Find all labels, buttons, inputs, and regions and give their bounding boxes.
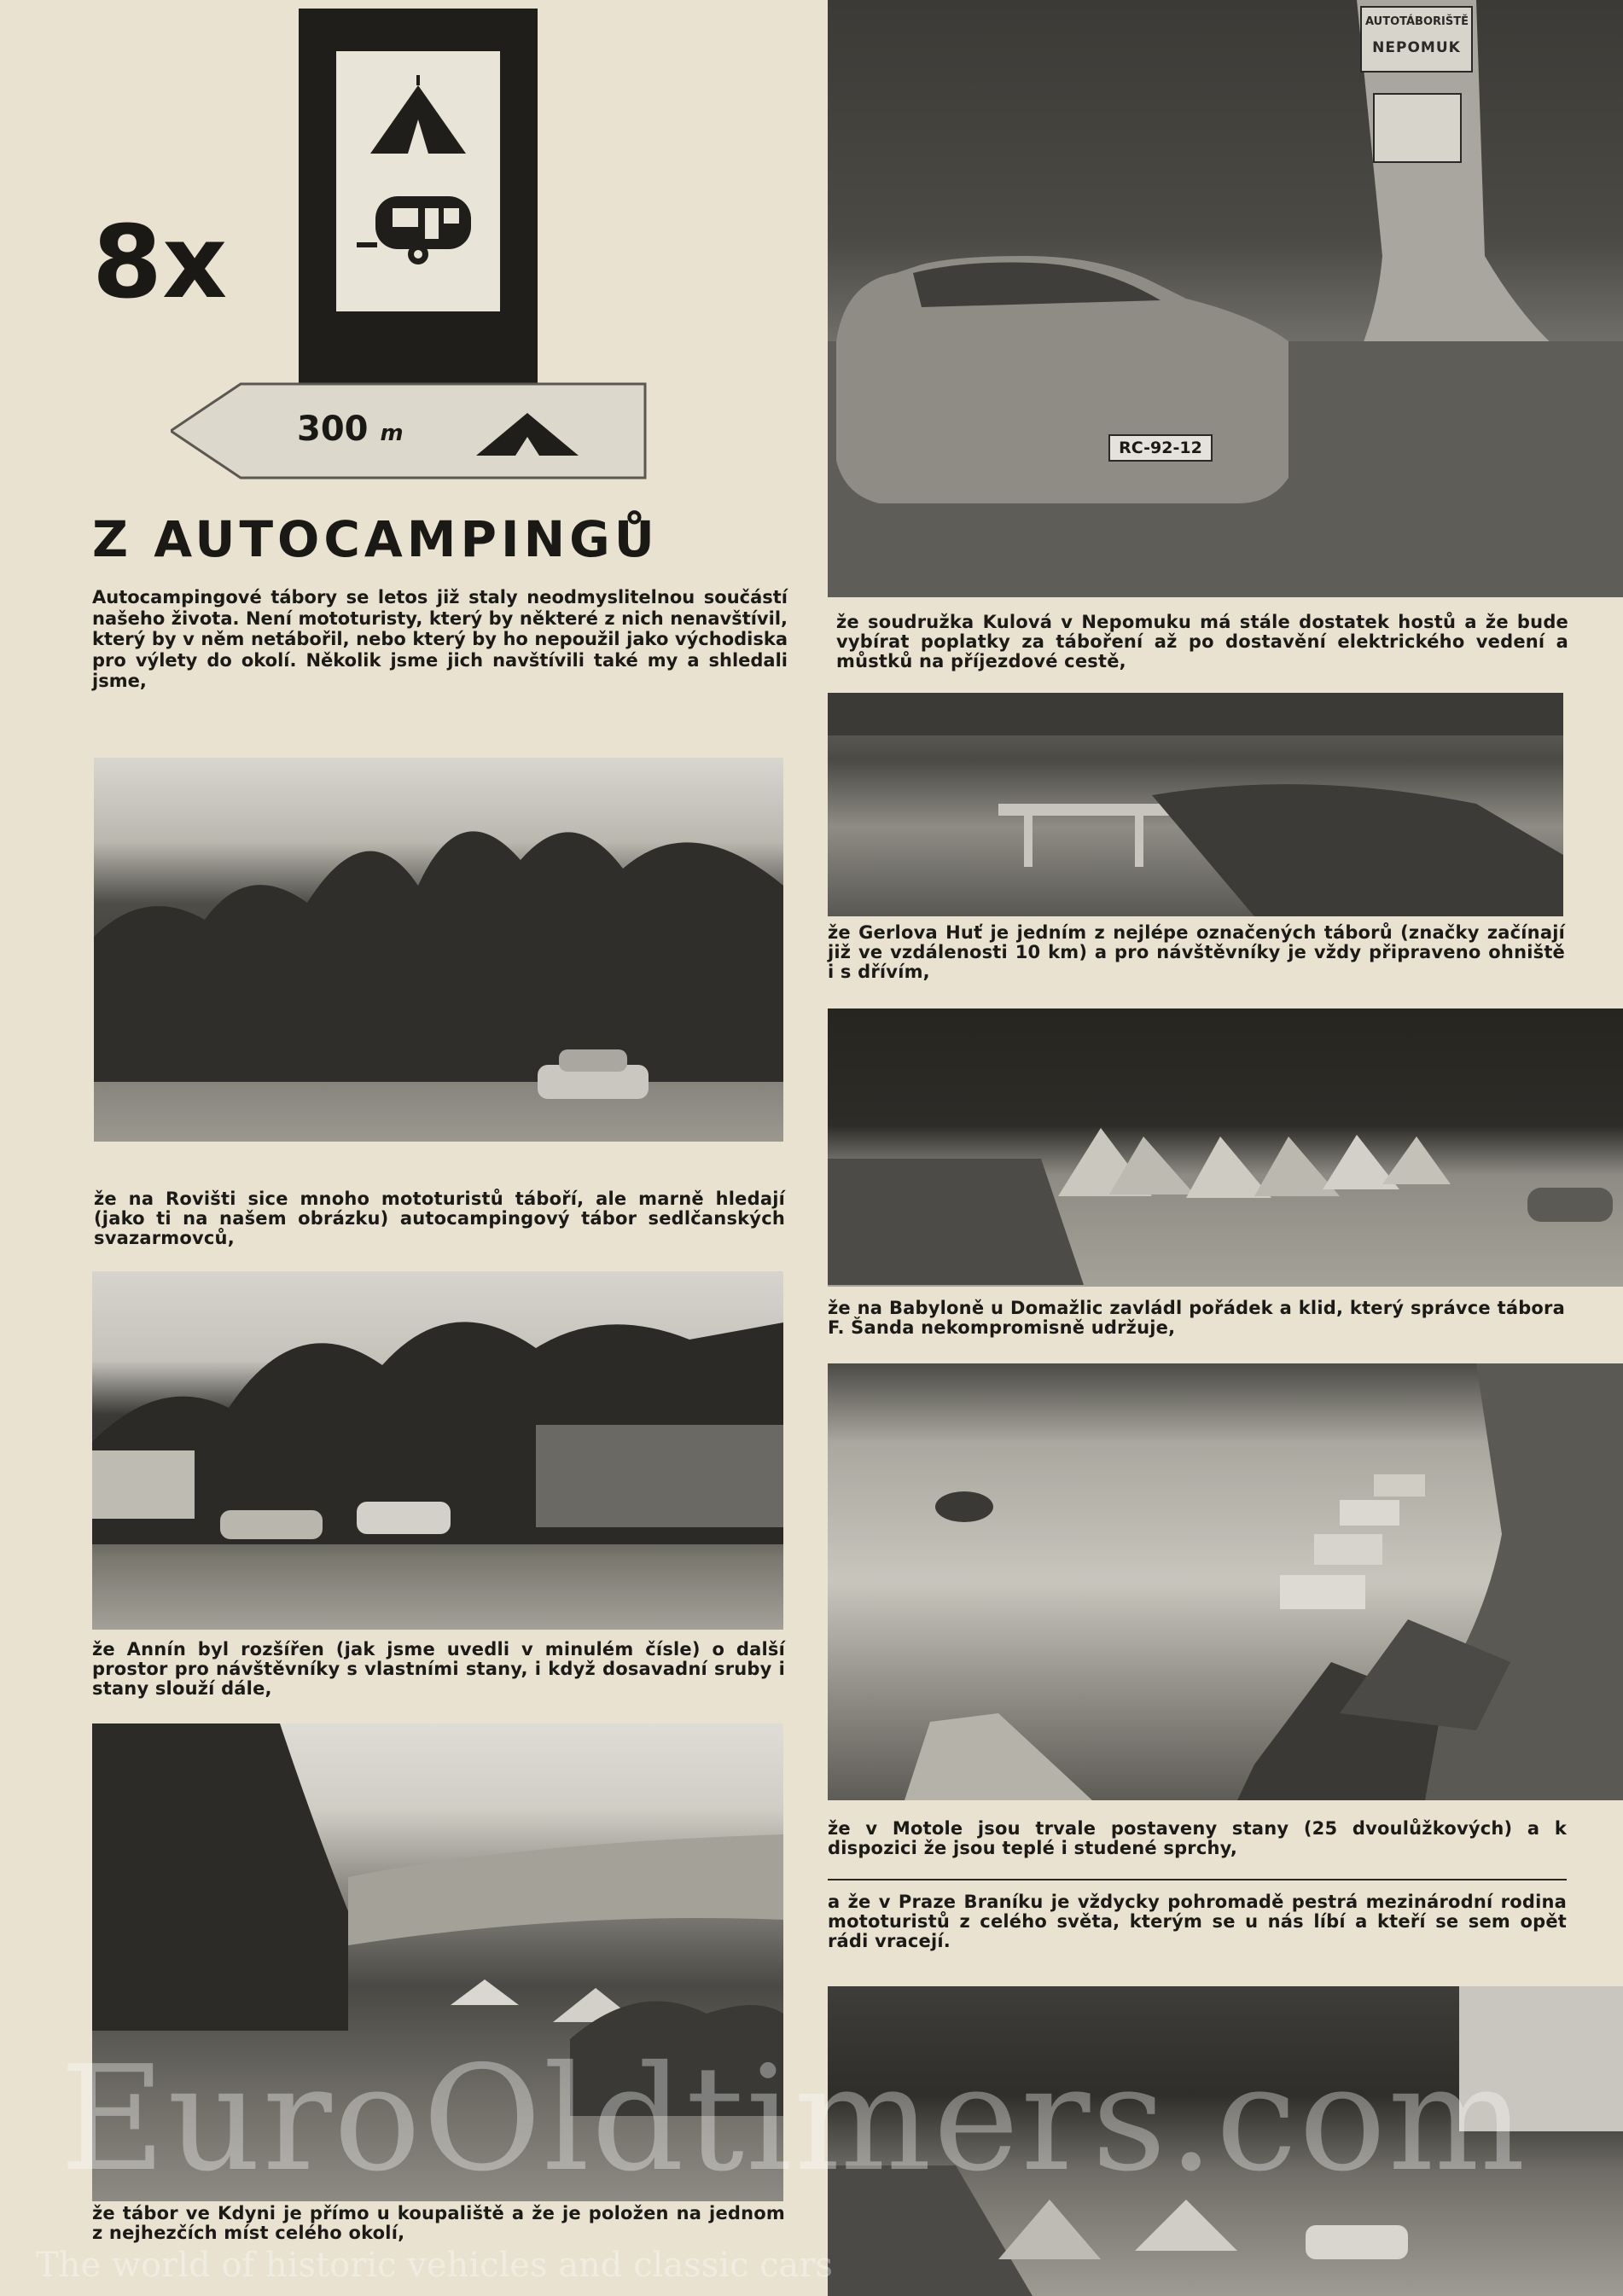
caption-gerlova: že Gerlova Huť je jedním z nejlépe označených táborů (značky začínají již ve vzdálenosti 10 km) a pro návštěvníky je vždy připraveno ohniště i s dřívím, [828, 922, 1565, 982]
intro-paragraph: Autocampingové tábory se letos již staly neodmyslitelnou součástí našeho života. Není mototuristy, který by některé z nich nenavštívil, který by v něm netábořil, nebo který by ho nepoužil jako východiska pro výlety do okolí. Několik jsme jich navštívili také my a shledali jsme, [92, 587, 788, 691]
photo-nepomuk [828, 0, 1623, 597]
caption-nepomuk: že soudružka Kulová v Nepomuku má stále dostatek hostů a že bude vybírat poplatky za táboření až po dostavění elektrického vedení a můstků na příjezdové cestě, [836, 612, 1568, 671]
sign-distance [297, 410, 404, 449]
car-and-tree-illustration [828, 0, 1623, 597]
page-title: Z AUTOCAMPINGŮ [92, 510, 659, 568]
field-tents-illustration [828, 1363, 1623, 1800]
nepomuk-sign-line1: AUTOTÁBORIŠTĚ [1365, 15, 1469, 28]
sign-panel [336, 51, 500, 311]
photo-gerlova [828, 693, 1563, 916]
caption-annin: že Annín byl rozšířen (jak jsme uvedli v minulém čísle) o další prostor pro návštěvníky s vlastními stany, i když dosavadní sruby i stany slouží dále, [92, 1639, 785, 1699]
watermark-tagline: The world of historic vehicles and classic cars [36, 2246, 834, 2285]
photo-rovisti [94, 758, 783, 1142]
tents-illustration [828, 1008, 1623, 1287]
caption-rovisti: že na Rovišti sice mnoho mototuristů táboří, ale marně hledají (jako ti na našem obrázku) autocampingový tábor sedlčanských svazarmovců, [94, 1189, 785, 1248]
license-plate: RC-92-12 [1119, 439, 1202, 457]
tent-icon [336, 68, 500, 171]
trees-illustration [94, 758, 783, 1142]
cabins-illustration [92, 1271, 783, 1630]
sign-distance-unit: m [380, 421, 404, 446]
direction-arrow-sign [171, 382, 647, 480]
caption-branik: a že v Praze Braníku je vždycky pohromadě pestrá mezinárodní rodina mototuristů z celého světa, kterým se u nás líbí a kteří se sem opět rádi vracejí. [828, 1892, 1567, 1951]
caravan-icon [336, 179, 500, 282]
caption-babylon: že na Babyloně u Domažlic zavládl pořádek a klid, který správce tábora F. Šanda nekompromisně udržuje, [828, 1298, 1565, 1338]
section-divider [828, 1879, 1567, 1880]
nepomuk-sign-line2: NEPOMUK [1372, 39, 1461, 56]
photo-motol [828, 1363, 1623, 1800]
sign-distance-value: 300 [297, 410, 369, 449]
caption-kdyne: že tábor ve Kdyni je přímo u koupaliště a že je položen na jednom z nejhezčích míst celého okolí, [92, 2203, 785, 2243]
photo-babylon [828, 1008, 1623, 1287]
picnic-tables-illustration [828, 693, 1563, 916]
caption-motol: že v Motole jsou trvale postaveny stany (25 dvoulůžkových) a k dispozici že jsou teplé i studené sprchy, [828, 1818, 1567, 1858]
camping-sign [299, 9, 538, 384]
watermark-brand: EuroOldtimers.com [60, 2035, 1527, 2204]
multiplier-text: 8x [92, 203, 228, 321]
photo-annin [92, 1271, 783, 1630]
